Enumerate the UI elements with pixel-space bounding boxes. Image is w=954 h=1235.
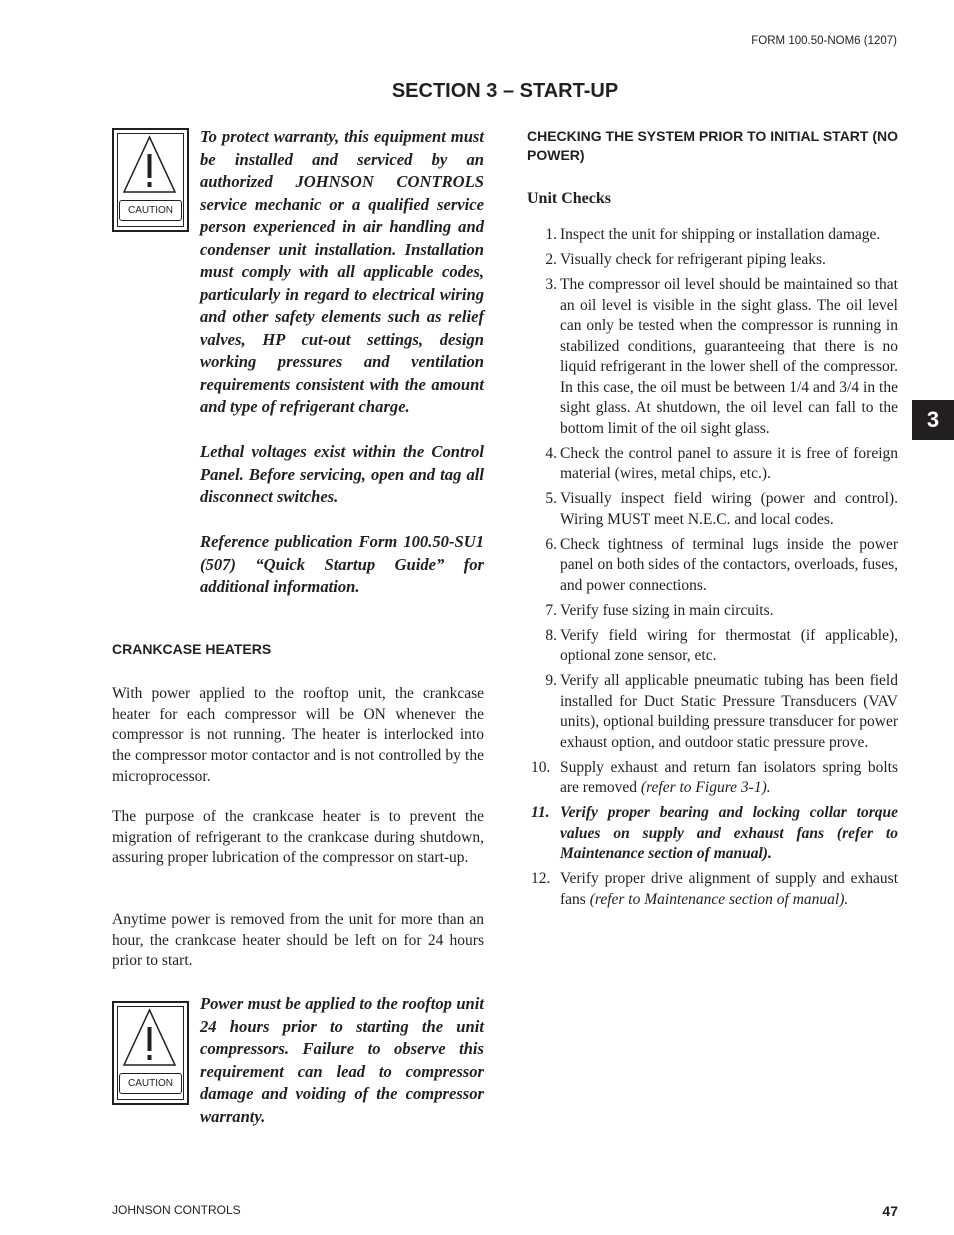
section-title: SECTION 3 – START-UP [391,80,619,102]
list-item: 5. Visually inspect field wiring (power and control). Wiring MUST meet N.E.C. and local codes. [545,490,898,528]
list-item: 10. Supply exhaust and return fan isolators spring bolts are removed (refer to Figure 3-1). [531,758,898,796]
unit-checks-title: Unit Checks [527,190,612,207]
warning-triangle-icon [122,1007,177,1069]
crankcase-heading: CRANKCASE HEATERS [112,641,272,657]
warning-triangle-icon [122,134,177,196]
list-item: 7. Verify fuse sizing in main circuits. [545,601,774,619]
crankcase-paragraph-3: Anytime power is removed from the unit for more than an hour, the crankcase heater should be left on for 24 hours prior to start. [112,911,484,970]
caution-text-2 [200,993,484,1151]
power-notice: Power must be applied to the rooftop unit 24 hours prior to starting the unit compressors. Failure to observe this requirement can lead to compressor damage and voiding of the compressor warranty. [200,994,484,1126]
warranty-notice: To protect warranty, this equipment must be installed and serviced by an authorized JOHNSON CONTROLS service mechanic or a qualified service person experienced in air handling and condenser unit installation. Installation must comply with all applicable codes, particularly in regard to electrical wiring and other safety elements such as relief valves, HP cut-out settings, design working pressures and ventilation requirements consistent with the amount and type of refrigerant charge. [200,127,484,416]
footer-company: JOHNSON CONTROLS [112,1203,241,1217]
list-item: 4. Check the control panel to assure it is free of foreign material (wires, metal chips, etc.). [545,444,898,482]
reference-notice: Reference publication Form 100.50-SU1 (507) “Quick Startup Guide” for additional information. [200,532,484,596]
page-number: 47 [882,1203,898,1219]
crankcase-paragraph-2: The purpose of the crankcase heater is to prevent the migration of refrigerant to the crankcase during shutdown, assuring proper lubrication of the compressor on start-up. [112,808,484,867]
list-item: 1. Inspect the unit for shipping or installation damage. [545,226,881,243]
caution-label: CAUTION [119,200,182,221]
list-item: 11. Verify proper bearing and locking collar torque values on supply and exhaust fans (refer to Maintenance section of manual). [531,804,898,862]
list-item: 6. Check tightness of terminal lugs inside the power panel on both sides of the contactors, overloads, fuses, and power connections. [545,535,898,594]
unit-checks-list [527,225,898,915]
form-number: FORM 100.50-NOM6 (1207) [751,35,897,47]
list-item: 2. Visually check for refrigerant piping leaks. [545,251,826,268]
checking-heading: CHECKING THE SYSTEM PRIOR TO INITIAL START (NO POWER) [527,128,899,163]
list-item: 12. Verify proper drive alignment of supply and exhaust fans (refer to Maintenance section of manual). [531,870,898,908]
list-item: 8. Verify field wiring for thermostat (if applicable), optional zone sensor, etc. [545,626,898,664]
list-item: 9. Verify all applicable pneumatic tubing has been field installed for Duct Static Pressure Transducers (VAV units), optional building pressure transducer for power exhaust option, and outdoor static pressure prove. [545,672,898,751]
section-tab-marker: 3 [912,400,954,440]
caution-symbol-2 [112,1001,189,1105]
caution-symbol-1 [112,128,189,232]
caution-label: CAUTION [119,1073,182,1094]
list-item: 3. The compressor oil level should be maintained so that an oil level is visible in the sight glass. The oil level can only be tested when the compressor is running in stabilized conditions, guaranteeing that there is no liquid refrigerant in the lower shell of the compressor. In this case, the oil must be between 1/4 and 3/4 in the sight glass. At shutdown, the oil level can fall to the bottom limit of the oil sight glass. [545,276,898,437]
lethal-voltage-notice: Lethal voltages exist within the Control Panel. Before servicing, open and tag all disconnect switches. [200,442,484,506]
caution-text-1 [200,126,484,621]
crankcase-paragraph-1: With power applied to the rooftop unit, the crankcase heater for each compressor will be ON whenever the compressor is not running. The heater is interlocked into the compressor motor contactor and is not controlled by the microprocessor. [112,685,484,785]
